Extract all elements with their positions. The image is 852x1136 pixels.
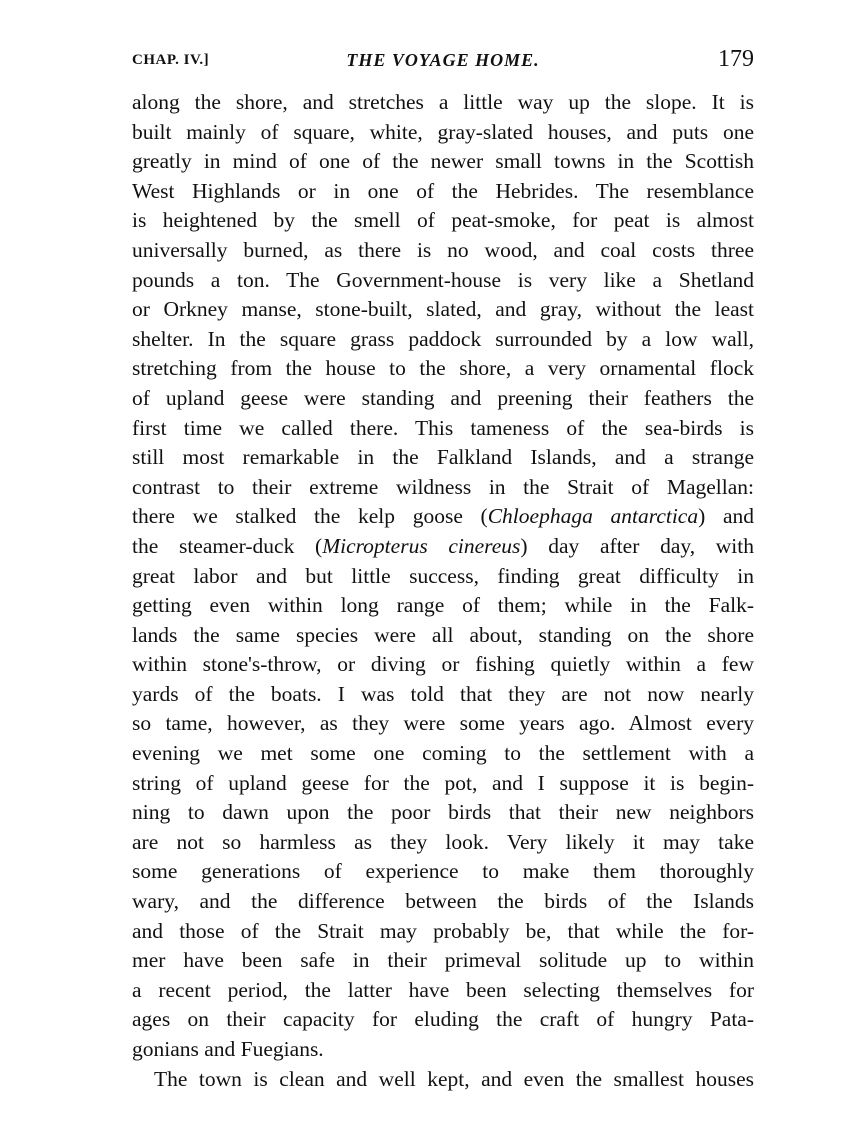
text-line: are not so harmless as they look. Very likely it may take xyxy=(132,829,754,854)
text-line: within stone's-throw, or diving or fishing quietly within a few xyxy=(132,652,754,677)
text-line: shelter. In the square grass paddock surrounded by a low wall, xyxy=(132,326,754,351)
text-line: great labor and but little success, finding great difficulty in xyxy=(132,563,754,588)
text-line: and those of the Strait may probably be, that while the for- xyxy=(132,918,754,943)
text-line: ning to dawn upon the poor birds that their new neighbors xyxy=(132,800,754,825)
running-head xyxy=(132,46,754,80)
text-line: lands the same species were all about, standing on the shore xyxy=(132,622,754,647)
text-line: West Highlands or in one of the Hebrides. The resemblance xyxy=(132,178,754,203)
text-run: there we stalked the kelp goose ( xyxy=(132,504,488,529)
text-line: some generations of experience to make them thoroughly xyxy=(132,859,754,884)
text-line: is heightened by the smell of peat-smoke, for peat is almost xyxy=(132,208,754,233)
text-run: ) day after day, with xyxy=(520,533,754,558)
text-line: stretching from the house to the shore, a very ornamental flock xyxy=(132,356,754,381)
page-number: 179 xyxy=(718,46,754,72)
text-line: string of upland geese for the pot, and I suppose it is begin- xyxy=(132,770,754,795)
text-line: getting even within long range of them; while in the Falk- xyxy=(132,593,754,618)
species-name-italic: Micropterus cinereus xyxy=(322,533,521,558)
text-line: mer have been safe in their primeval solitude up to within xyxy=(132,948,754,973)
paragraph-start-line: The town is clean and well kept, and even the smallest houses xyxy=(154,1066,754,1091)
paragraph-end-line: gonians and Fuegians. xyxy=(132,1037,324,1061)
text-line: a recent period, the latter have been selecting themselves for xyxy=(132,977,754,1002)
text-line: or Orkney manse, stone-built, slated, and gray, without the least xyxy=(132,297,754,322)
text-line: of upland geese were standing and preening their feathers the xyxy=(132,385,754,410)
text-run: the steamer-duck ( xyxy=(132,533,323,558)
text-line: still most remarkable in the Falkland Islands, and a strange xyxy=(132,445,754,470)
text-line: evening we met some one coming to the settlement with a xyxy=(132,741,754,766)
body-text xyxy=(132,88,754,1094)
text-line: pounds a ton. The Government-house is very like a Shetland xyxy=(132,267,754,292)
text-line: so tame, however, as they were some years ago. Almost every xyxy=(132,711,754,736)
text-line: ages on their capacity for eluding the craft of hungry Pata- xyxy=(132,1007,754,1032)
text-line: contrast to their extreme wildness in the Strait of Magellan: xyxy=(132,474,754,499)
text-line: along the shore, and stretches a little way up the slope. It is xyxy=(132,90,754,114)
running-title: THE VOYAGE HOME. xyxy=(346,50,540,70)
text-line: universally burned, as there is no wood, and coal costs three xyxy=(132,237,754,262)
text-line-italic xyxy=(132,502,754,532)
text-line: wary, and the difference between the birds of the Islands xyxy=(132,889,754,914)
text-line: built mainly of square, white, gray-slated houses, and puts one xyxy=(132,119,754,144)
species-name-italic: Chloephaga antarctica xyxy=(487,504,699,529)
text-run: ) and xyxy=(698,504,755,529)
text-line: yards of the boats. I was told that they are not now nearly xyxy=(132,681,754,706)
text-line-italic xyxy=(132,532,754,562)
chapter-label: CHAP. IV.] xyxy=(132,52,210,68)
text-line: first time we called there. This tameness of the sea-birds is xyxy=(132,415,754,440)
text-line: greatly in mind of one of the newer small towns in the Scottish xyxy=(132,149,754,174)
